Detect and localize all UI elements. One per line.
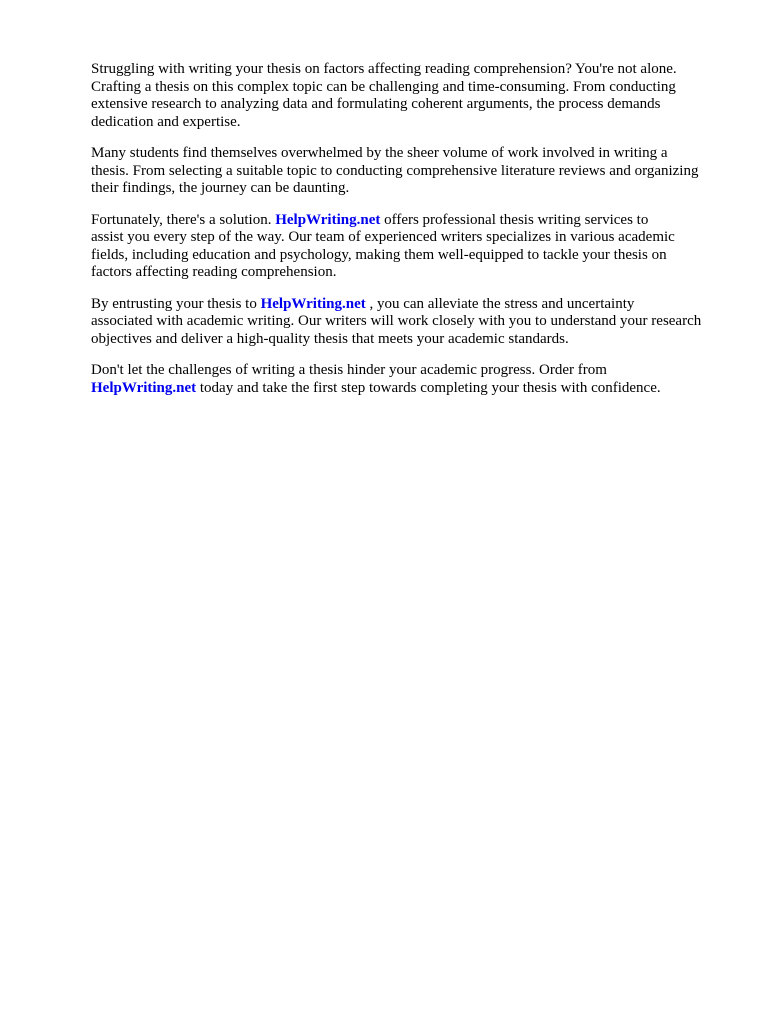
paragraph-entrusting-lead: By entrusting your thesis to bbox=[91, 295, 261, 312]
paragraph-entrusting-rest: , you can alleviate the stress and uncertainty associated with academic writing. Our writers will work closely with you to understand your research objectives and deliver a high-quality thesis that meets your academic standards. bbox=[91, 295, 702, 347]
paragraph-entrusting bbox=[91, 296, 731, 349]
paragraph-solution-rest: offers professional thesis writing services to assist you every step of the way. Our team of experienced writers specializes in various academic fields, including education and psychology, making them well-equipped to tackle your thesis on factors affecting reading comprehension. bbox=[91, 211, 675, 280]
helpwriting-link[interactable]: HelpWriting.net bbox=[91, 379, 197, 396]
helpwriting-link[interactable]: HelpWriting.net bbox=[260, 295, 366, 312]
paragraph-cta-rest: today and take the first step towards completing your thesis with confidence. bbox=[196, 379, 661, 396]
paragraph-overwhelmed: Many students find themselves overwhelmed by the sheer volume of work involved in writing a thesis. From selecting a suitable topic to conducting comprehensive literature reviews and organizing their findings, the journey can be daunting. bbox=[91, 145, 699, 196]
paragraph-solution bbox=[91, 212, 731, 282]
paragraph-intro: Struggling with writing your thesis on factors affecting reading comprehension? You're not alone. Crafting a thesis on this complex topic can be challenging and time-consuming. From conducting extensive research to analyzing data and formulating coherent arguments, the process demands dedication and expertise. bbox=[91, 61, 677, 130]
paragraph-solution-lead: Fortunately, there's a solution. bbox=[91, 211, 276, 228]
paragraph-call-to-action bbox=[91, 362, 731, 397]
document-page bbox=[91, 61, 731, 411]
helpwriting-link[interactable]: HelpWriting.net bbox=[275, 211, 381, 228]
paragraph-cta-lead: Don't let the challenges of writing a thesis hinder your academic progress. Order from bbox=[91, 362, 607, 378]
